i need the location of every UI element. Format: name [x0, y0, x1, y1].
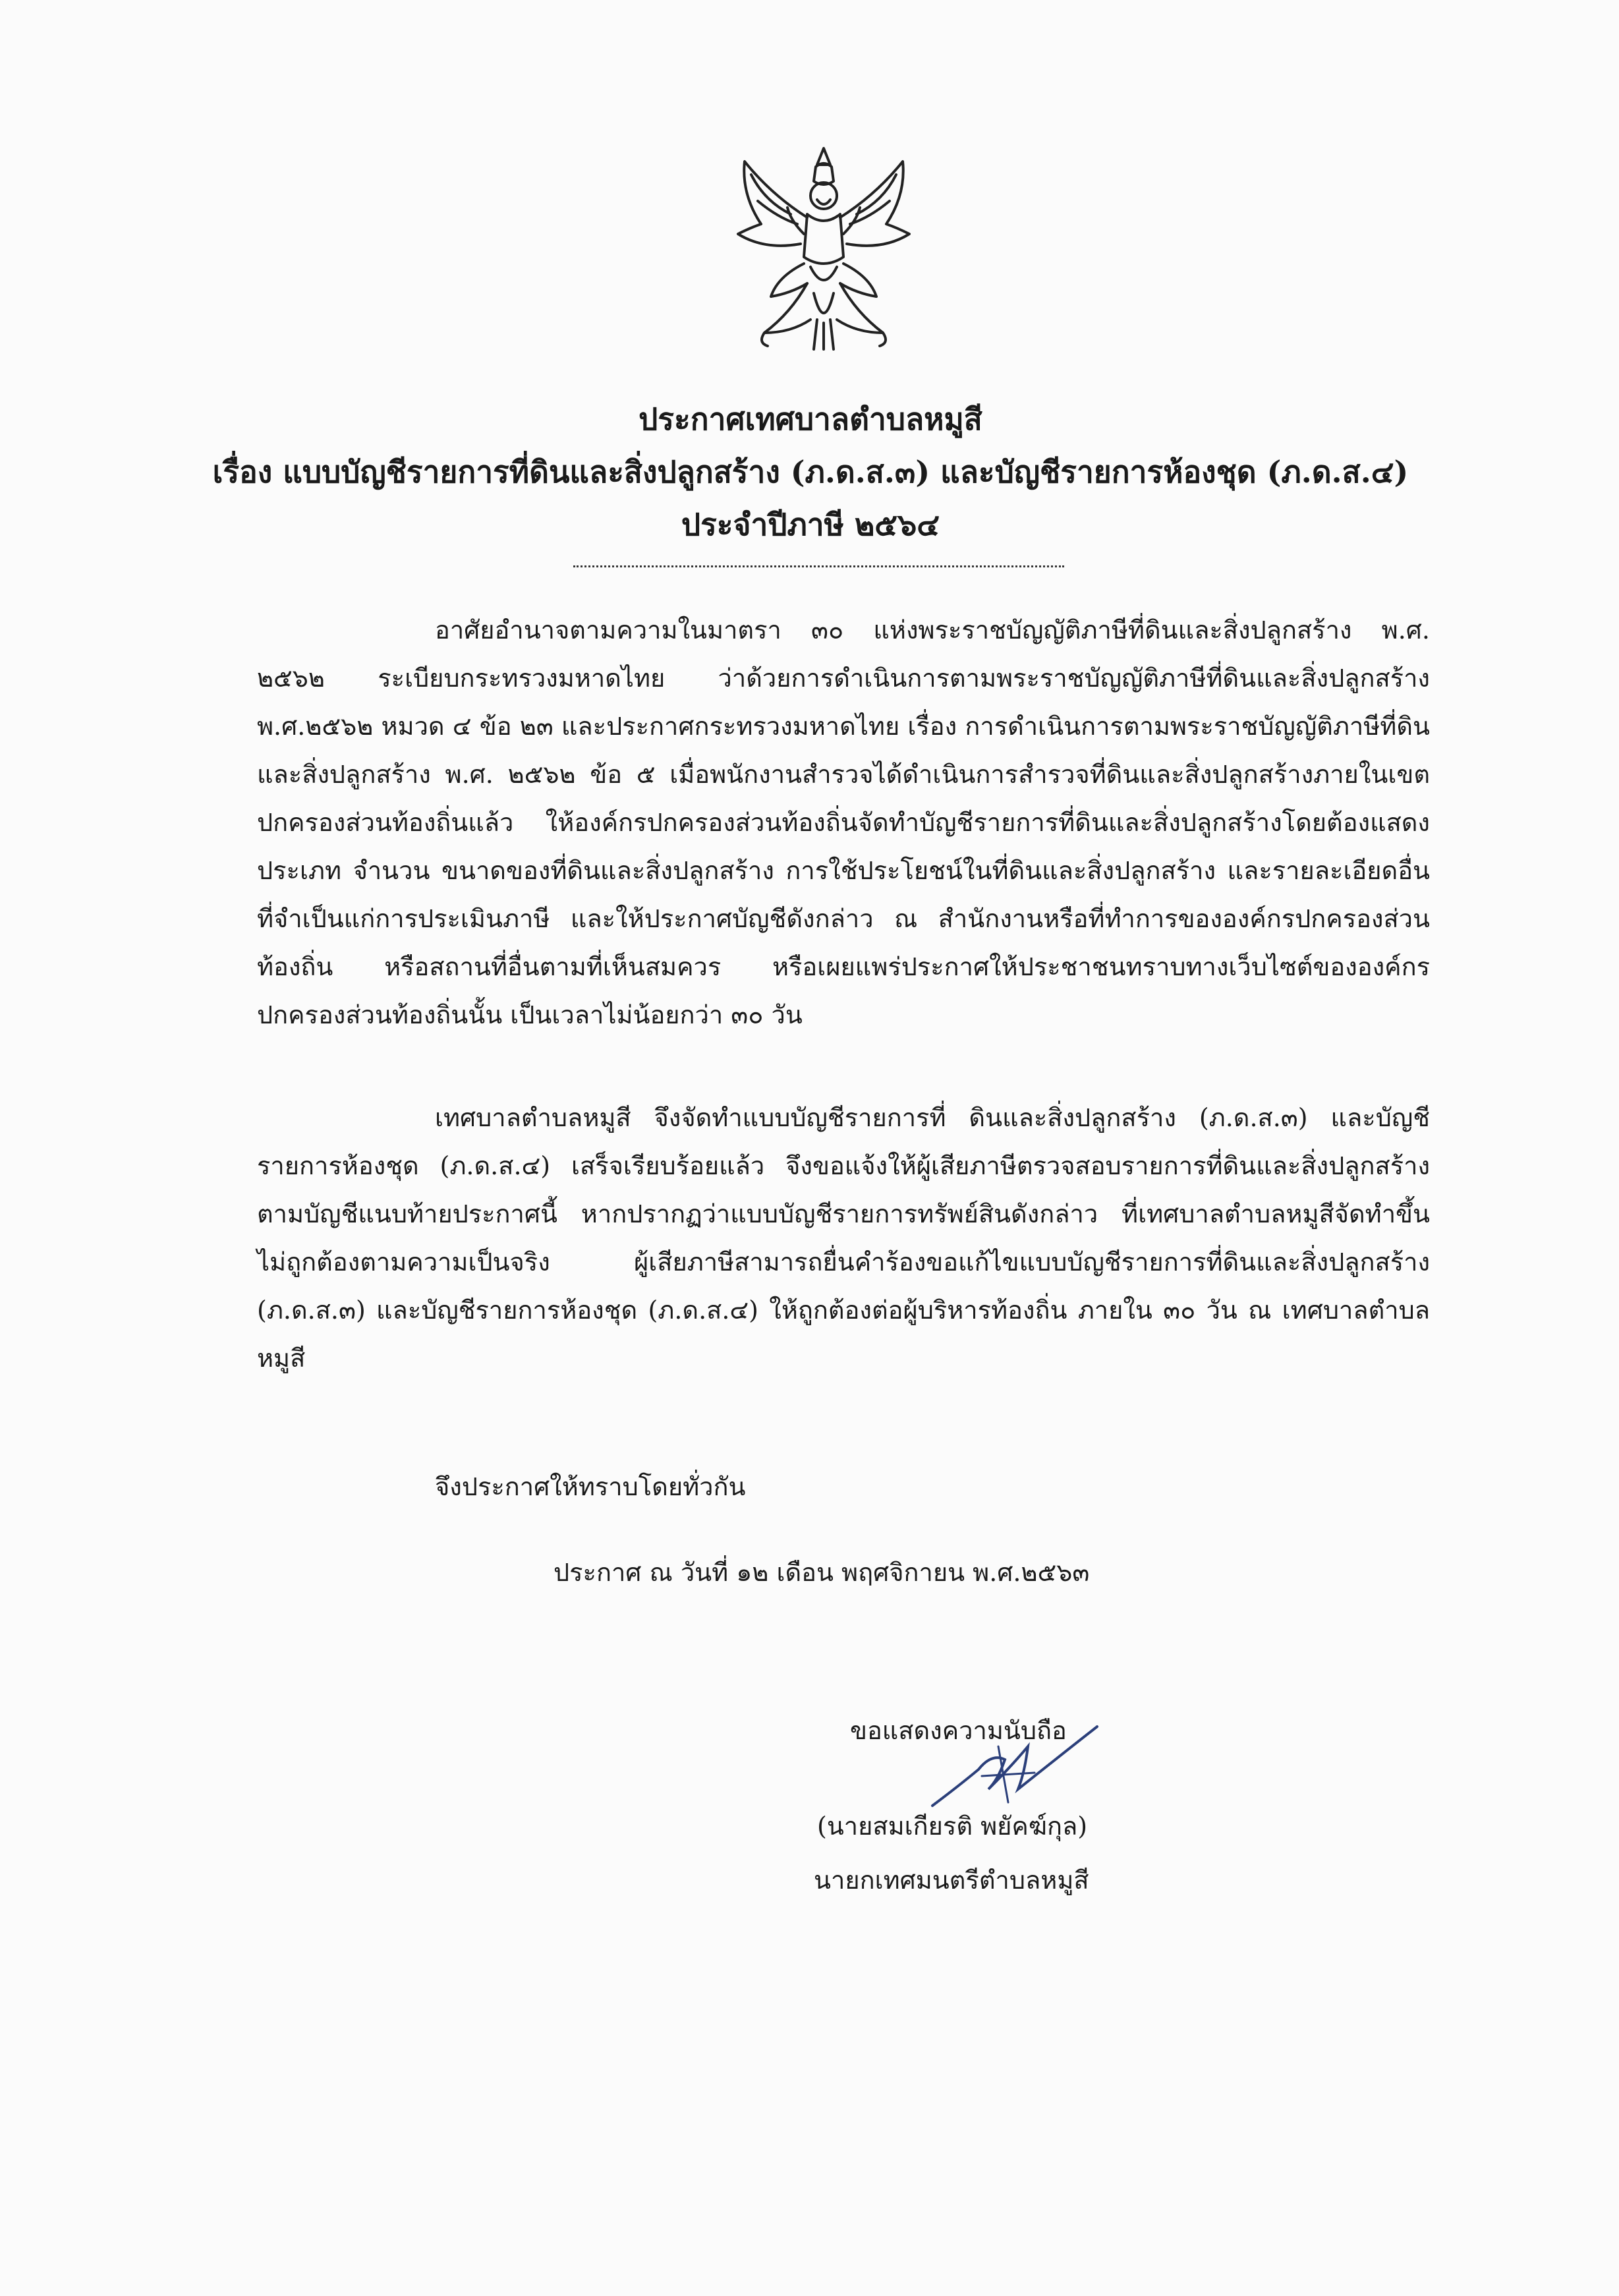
body-paragraph-2: เทศบาลตำบลหมูสี จึงจัดทำแบบบัญชีรายการที่ ดินและสิ่งปลูกสร้าง (ภ.ด.ส.๓) และบัญชีรายการห้องชุด (ภ.ด.ส.๔) เสร็จเรียบร้อยแล้ว จึงขอแจ้งให้ผู้เสียภาษีตรวจสอบรายการที่ดินและสิ่งปลูกสร้างตามบัญชีแนบท้ายประกาศนี้ หากปรากฏว่าแบบบัญชีรายการทรัพย์สินดังกล่าว ที่เทศบาลตำบลหมูสีจัดทำขึ้น ไม่ถูกต้องตามความเป็นจริง ผู้เสียภาษีสามารถยื่นคำร้องขอแก้ไขแบบบัญชีรายการที่ดินและสิ่งปลูกสร้าง (ภ.ด.ส.๓) และบัญชีรายการห้องชุด (ภ.ด.ส.๔) ให้ถูกต้องต่อผู้บริหารท้องถิ่น ภายใน ๓๐ วัน ณ เทศบาลตำบลหมูสี	[257, 1103, 1430, 1373]
signatory-position: นายกเทศมนตรีตำบลหมูสี	[814, 1866, 1089, 1895]
announcement-title: ประกาศเทศบาลตำบลหมูสี	[639, 401, 982, 437]
respect-closing: ขอแสดงความนับถือ	[850, 1716, 1067, 1745]
announcement-date: ประกาศ ณ วันที่ ๑๒ เดือน พฤศจิกายน พ.ศ.๒๕๖๓	[554, 1558, 1090, 1587]
announcement-subject: เรื่อง แบบบัญชีรายการที่ดินและสิ่งปลูกสร้าง (ภ.ด.ส.๓) และบัญชีรายการห้องชุด (ภ.ด.ส.๔)	[212, 454, 1409, 490]
garuda-emblem-icon	[725, 135, 923, 356]
dotted-divider	[573, 565, 1064, 567]
body-paragraph-1: อาศัยอำนาจตามความในมาตรา ๓๐ แห่งพระราชบัญญัติภาษีที่ดินและสิ่งปลูกสร้าง พ.ศ. ๒๕๖๒ ระเบียบกระทรวงมหาดไทย ว่าด้วยการดำเนินการตามพระราชบัญญัติภาษีที่ดินและสิ่งปลูกสร้าง พ.ศ.๒๕๖๒ หมวด ๔ ข้อ ๒๓ และประกาศกระทรวงมหาดไทย เรื่อง การดำเนินการตามพระราชบัญญัติภาษีที่ดินและสิ่งปลูกสร้าง พ.ศ. ๒๕๖๒ ข้อ ๕ เมื่อพนักงานสำรวจได้ดำเนินการสำรวจที่ดินและสิ่งปลูกสร้างภายในเขตปกครองส่วนท้องถิ่นแล้ว ให้องค์กรปกครองส่วนท้องถิ่นจัดทำบัญชีรายการที่ดินและสิ่งปลูกสร้างโดยต้องแสดงประเภท จำนวน ขนาดของที่ดินและสิ่งปลูกสร้าง การใช้ประโยชน์ในที่ดินและสิ่งปลูกสร้าง และรายละเอียดอื่นที่จำเป็นแก่การประเมินภาษี และให้ประกาศบัญชีดังกล่าว ณ สำนักงานหรือที่ทำการขององค์กรปกครองส่วนท้องถิ่น หรือสถานที่อื่นตามที่เห็นสมควร หรือเผยแพร่ประกาศให้ประชาชนทราบทางเว็บไซต์ขององค์กรปกครองส่วนท้องถิ่นนั้น เป็นเวลาไม่น้อยกว่า ๓๐ วัน	[257, 616, 1430, 1029]
tax-year: ประจำปีภาษี ๒๕๖๔	[681, 507, 940, 542]
closing-statement: จึงประกาศให้ทราบโดยทั่วกัน	[435, 1472, 746, 1501]
handwritten-signature	[919, 1707, 1110, 1822]
signatory-name: (นายสมเกียรติ พยัคฆ์กุล)	[817, 1812, 1088, 1841]
